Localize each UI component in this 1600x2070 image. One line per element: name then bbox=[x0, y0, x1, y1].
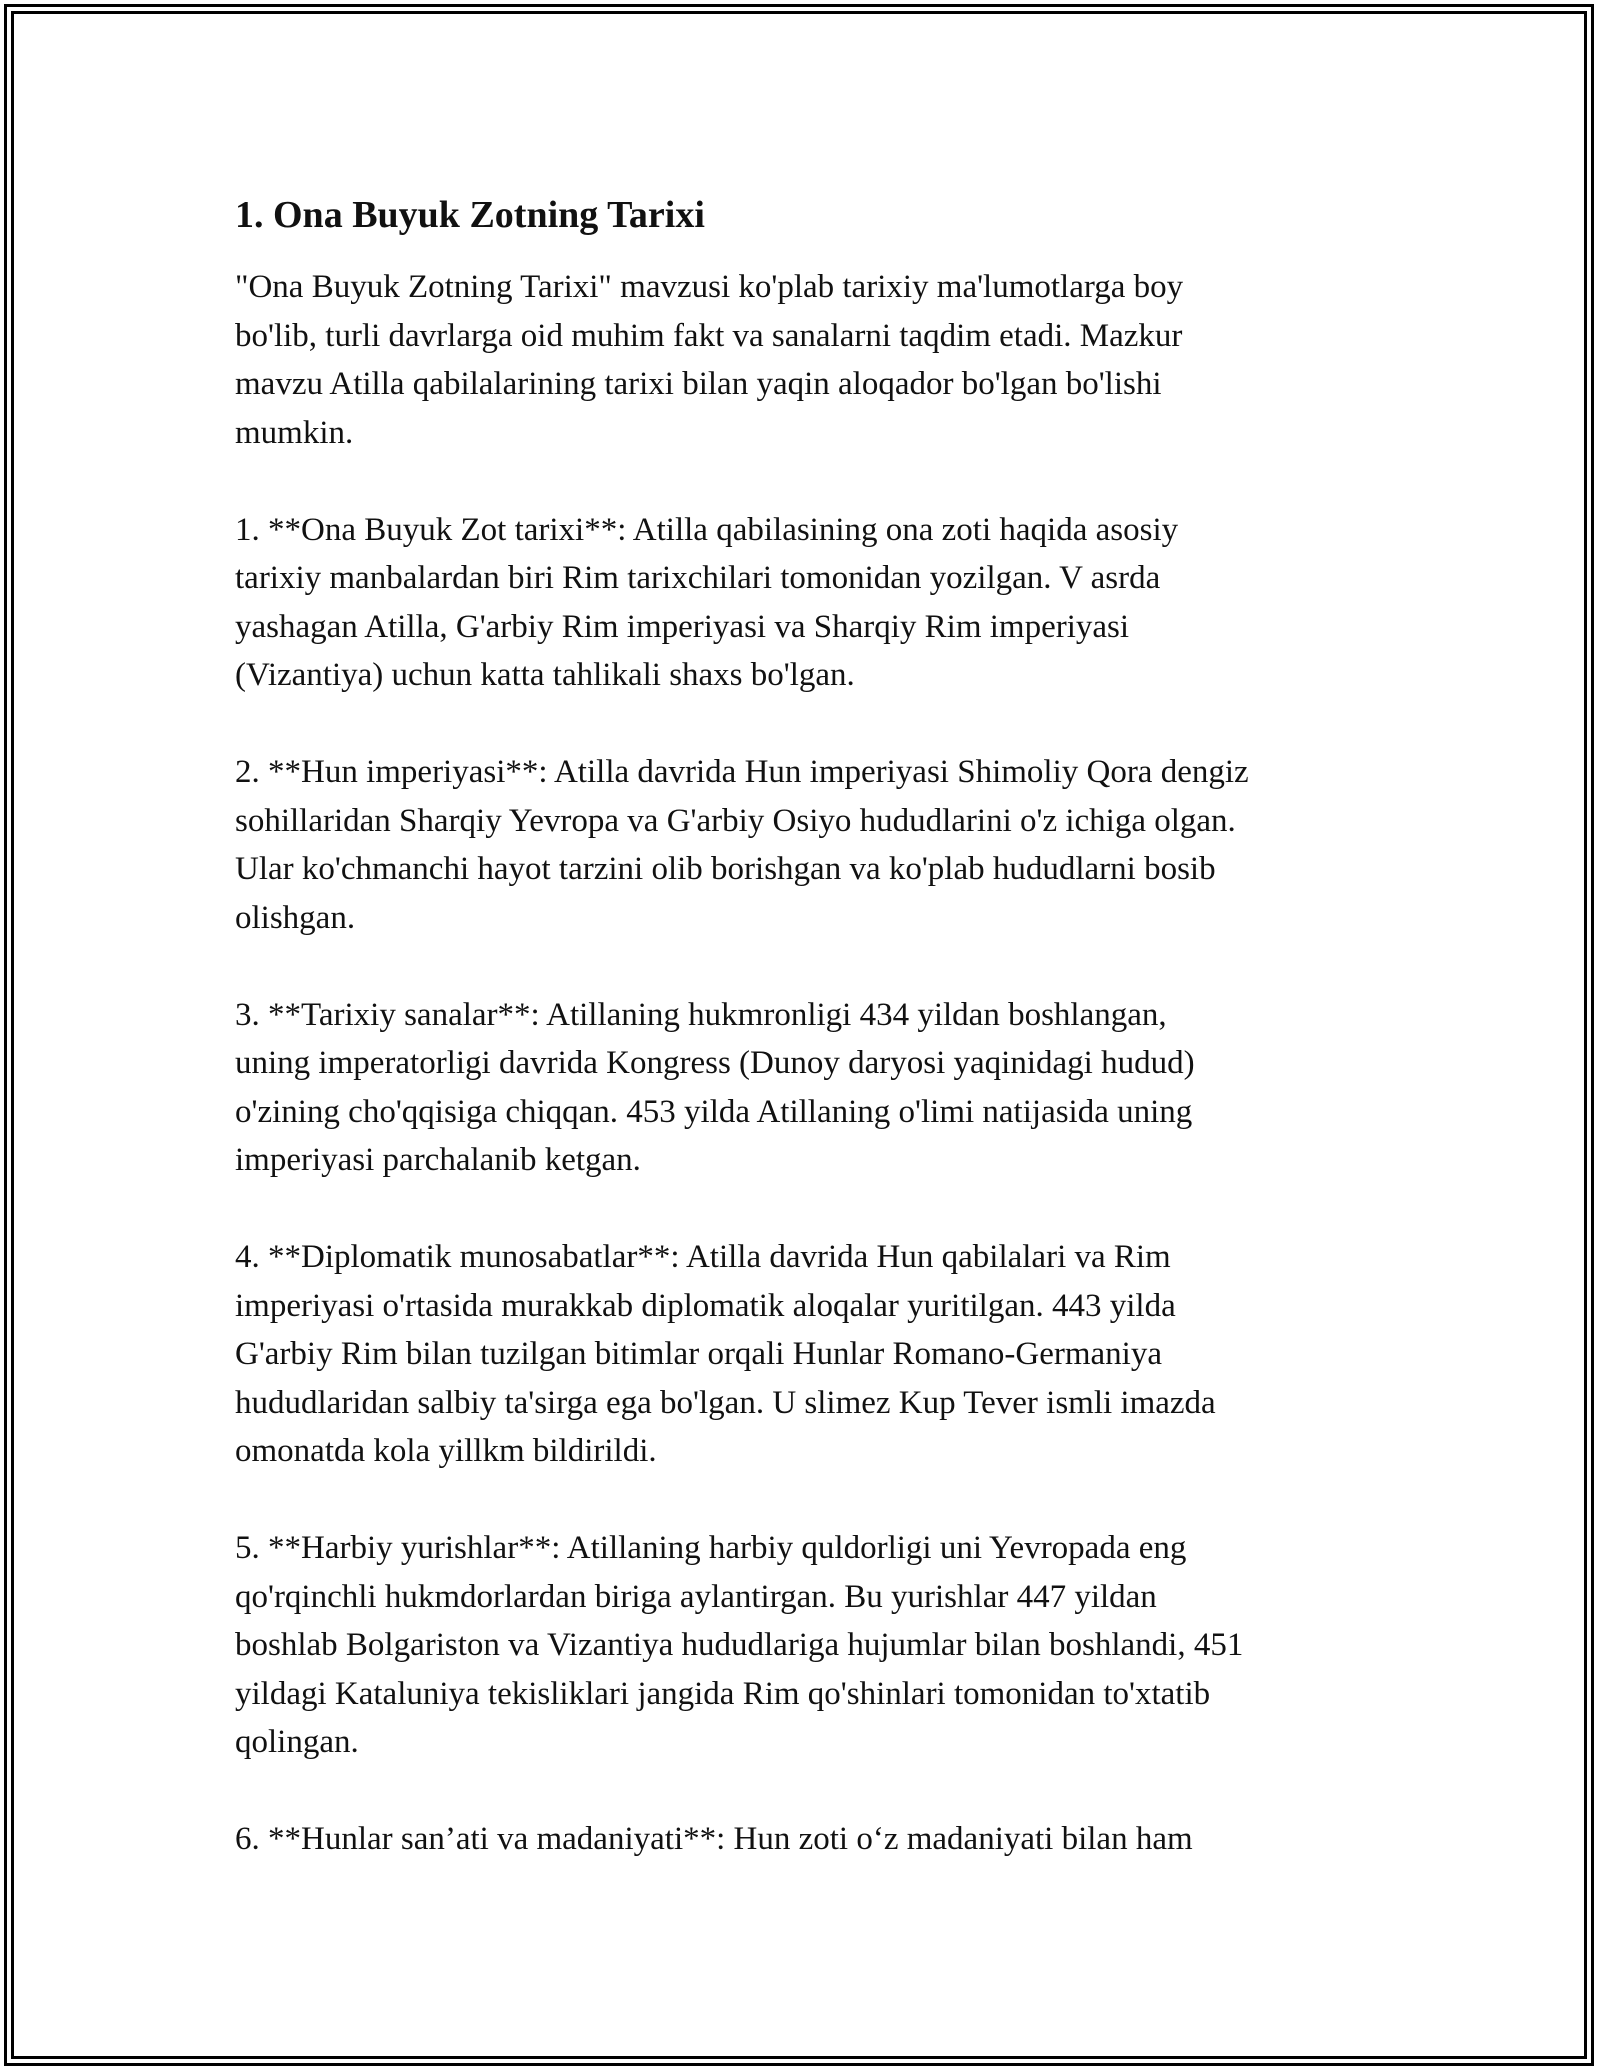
section-paragraph-3: 3. **Tarixiy sanalar**: Atillaning hukmronligi 434 yildan boshlangan, uning imperatorligi davrida Kongress (Dunoy daryosi yaqinidagi hudud) o'zining cho'qqisiga chiqqan. 453 yilda Atillaning o'limi natijasida uning imperiyasi parchalanib ketgan. bbox=[235, 996, 1195, 1178]
section-paragraph-4: 4. **Diplomatik munosabatlar**: Atilla davrida Hun qabilalari va Rim imperiyasi o'rtasida murakkab diplomatik aloqalar yuritilgan. 443 yilda G'arbiy Rim bilan tuzilgan bitimlar orqali Hunlar Romano-Germaniya hududlaridan salbiy ta'sirga ega bo'lgan. U slimez Kup Tever ismli imazda omonatda kola yillkm bildirildi. bbox=[235, 1239, 1216, 1469]
section-paragraph-2: 2. **Hun imperiyasi**: Atilla davrida Hun imperiyasi Shimoliy Qora dengiz sohillaridan Sharqiy Yevropa va G'arbiy Osiyo hududlarini o'z ichiga olgan. Ular ko'chmanchi hayot tarzini olib borishgan va ko'plab hududlarni bosib olishgan. bbox=[235, 754, 1249, 936]
document-title: 1. Ona Buyuk Zotning Tarixi bbox=[235, 194, 705, 236]
section-paragraph-6: 6. **Hunlar san’ati va madaniyati**: Hun zoti o‘z madaniyati bilan ham bbox=[235, 1821, 1193, 1857]
section-paragraph-1: 1. **Ona Buyuk Zot tarixi**: Atilla qabilasining ona zoti haqida asosiy tarixiy manbalardan biri Rim tarixchilari tomonidan yozilgan. V asrda yashagan Atilla, G'arbiy Rim imperiyasi va Sharqiy Rim imperiyasi (Vizantiya) uchun katta tahlikali shaxs bo'lgan. bbox=[235, 511, 1179, 693]
document-body bbox=[235, 185, 1375, 1864]
intro-paragraph: "Ona Buyuk Zotning Tarixi" mavzusi ko'plab tarixiy ma'lumotlarga boy bo'lib, turli davrlarga oid muhim fakt va sanalarni taqdim etadi. Mazkur mavzu Atilla qabilalarining tarixi bilan yaqin aloqador bo'lgan bo'lishi mumkin. bbox=[235, 269, 1184, 451]
section-paragraph-5: 5. **Harbiy yurishlar**: Atillaning harbiy quldorligi uni Yevropada eng qo'rqinchli hukmdorlardan biriga aylantirgan. Bu yurishlar 447 yildan boshlab Bolgariston va Vizantiya hududlariga hujumlar bilan boshlandi, 451 yildagi Kataluniya tekisliklari jangida Rim qo'shinlari tomonidan to'xtatib qolingan. bbox=[235, 1530, 1244, 1760]
